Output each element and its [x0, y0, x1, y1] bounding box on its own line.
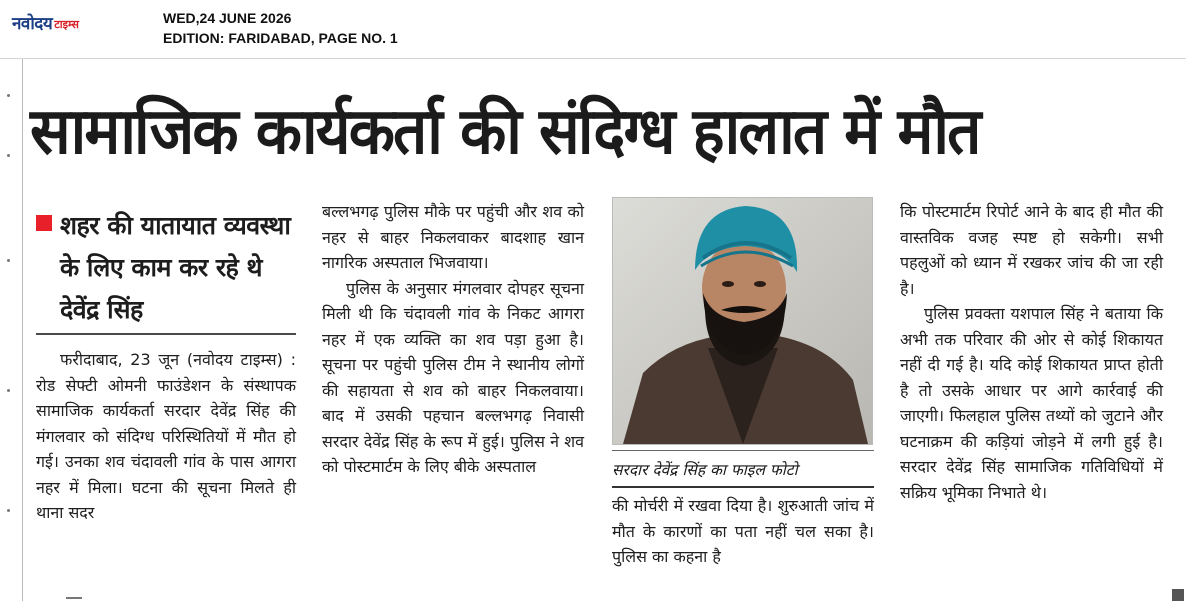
- article-column-4: [900, 199, 1163, 505]
- page-mark: [66, 597, 82, 599]
- paragraph: बल्लभगढ़ पुलिस मौके पर पहुंची और शव को नहर से बाहर निकलवाकर बादशाह खान नागरिक अस्पताल भिजवाया।: [322, 202, 584, 272]
- article-deck: [36, 205, 298, 331]
- edition-info: [163, 8, 398, 48]
- paragraph: फरीदाबाद, 23 जून (नवोदय टाइम्स) : रोड सेफ्टी ओमनी फाउंडेशन के संस्थापक सामाजिक कार्यकर्ता सरदार देवेंद्र सिंह की मंगलवार को संदिग्ध परिस्थितियों में मौत हो गई। उनका शव चंदावली गांव के पास आगरा नहर में मिला। घटना की सूचना मिलते ही थाना सदर: [36, 350, 296, 522]
- edge-tick: [7, 389, 10, 392]
- article-column-1: [36, 347, 296, 526]
- edge-tick: [7, 94, 10, 97]
- photo-caption: सरदार देवेंद्र सिंह का फाइल फोटो: [612, 461, 798, 479]
- article-column-2: [322, 199, 584, 480]
- paragraph: पुलिस प्रवक्ता यशपाल सिंह ने बताया कि अभी तक परिवार की ओर से कोई शिकायत नहीं दी गई है। यदि कोई शिकायत प्राप्त होती है तो उसके आधार पर आगे कार्रवाई की जाएगी। फिलहाल पुलिस तथ्यों को जुटाने और घटनाक्रम की कड़ियां जोड़ने में लगी हुई है। सरदार देवेंद्र सिंह सामाजिक गतिविधियों में सक्रिय भूमिका निभाते थे।: [900, 304, 1163, 502]
- logo-main-text: नवोदय: [12, 14, 53, 34]
- caption-rule: [612, 486, 874, 488]
- edge-tick: [7, 259, 10, 262]
- newspaper-page-crop: [0, 59, 1186, 601]
- edge-tick: [7, 509, 10, 512]
- article-headline: सामाजिक कार्यकर्ता की संदिग्ध हालात में मौत: [30, 95, 980, 169]
- deck-divider: [36, 333, 296, 335]
- logo-sub-text: टाइम्स: [54, 18, 79, 31]
- portrait-photo-icon: [613, 198, 872, 444]
- portrait-photo: [612, 197, 873, 445]
- scroll-corner[interactable]: [1172, 589, 1184, 601]
- caption-rule: [612, 450, 874, 451]
- deck-marker-icon: [36, 215, 52, 231]
- epaper-header: [0, 0, 1186, 59]
- paragraph: पुलिस के अनुसार मंगलवार दोपहर सूचना मिली थी कि चंदावली गांव के निकट आगरा नहर में एक व्यक्ति का शव पड़ा हुआ है। सूचना पर पहुंची पुलिस टीम ने स्थानीय लोगों की सहायता से शव को बाहर निकलवाया। बाद में उसकी पहचान बल्लभगढ़ निवासी सरदार देवेंद्र सिंह के रूप में हुई। पुलिस ने शव को पोस्टमार्टम के लिए बीके अस्पताल: [322, 278, 584, 476]
- article-column-3: [612, 493, 874, 570]
- deck-text: शहर की यातायात व्यवस्था के लिए काम कर रहे थे देवेंद्र सिंह: [60, 211, 291, 324]
- paragraph: कि पोस्टमार्टम रिपोर्ट आने के बाद ही मौत की वास्तविक वजह स्पष्ट हो सकेगी। सभी पहलुओं को ध्यान में रखकर जांच की जा रही है।: [900, 202, 1163, 298]
- edition-date: WED,24 JUNE 2026: [163, 10, 292, 26]
- edition-name: EDITION: FARIDABAD, PAGE NO. 1: [163, 30, 398, 46]
- paragraph: की मोर्चरी में रखवा दिया है। शुरुआती जांच में मौत के कारणों का पता नहीं चल सका है। पुलिस का कहना है: [612, 496, 874, 566]
- page-left-edge: [0, 59, 23, 601]
- edge-tick: [7, 154, 10, 157]
- newspaper-logo[interactable]: [12, 10, 79, 34]
